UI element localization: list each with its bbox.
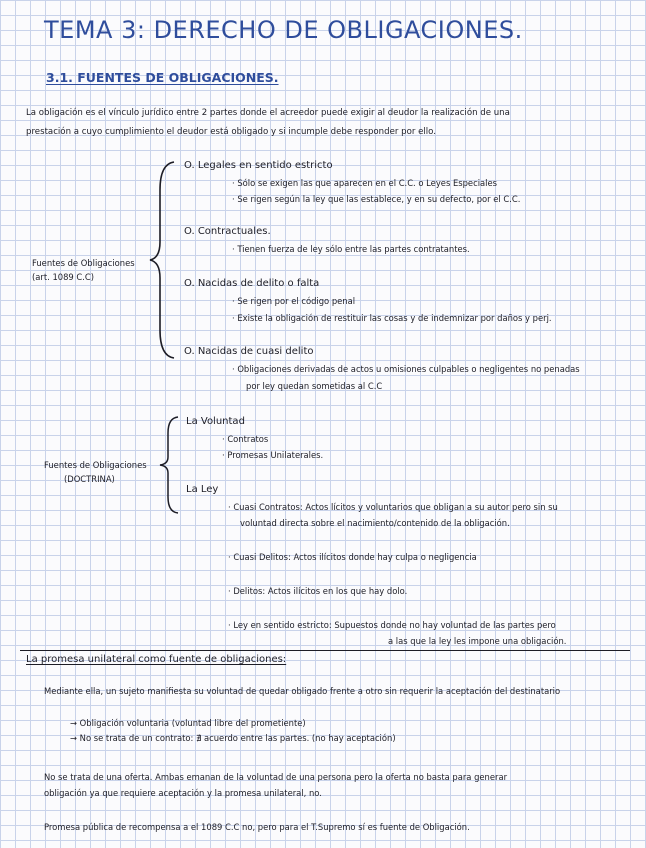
ley-item-3-line-1: · Delitos: Actos ilícitos en los que hay dolo. [228,586,408,596]
legal-item-3-detail-2: · Existe la obligación de restituir las cosas y de indemnizar por daños y perj. [232,313,552,323]
promesa-paragraph-1: Mediante ella, un sujeto manifiesta su voluntad de quedar obligado frente a otro sin requerir la aceptación del destinatario [44,686,561,696]
intro-line-1: La obligación es el vínculo jurídico entre 2 partes donde el acreedor puede exigir al deudor la realización de una [26,108,510,118]
legal-item-1-heading: O. Legales en sentido estricto [184,160,333,171]
promesa-paragraph-3: Promesa pública de recompensa a el 1089 C.C no, pero para el T.Supremo sí es fuente de Obligación. [44,822,470,832]
voluntad-item-2: · Promesas Unilaterales. [222,450,324,460]
legal-item-3-detail-1: · Se rigen por el código penal [232,296,356,306]
doctrine-group-label-1: Fuentes de Obligaciones [44,460,147,470]
legal-item-1-detail-2: · Se rigen según la ley que las establece, y en su defecto, por el C.C. [232,194,521,204]
ley-item-4-line-2: a las que la ley les impone una obligación. [388,636,567,646]
legal-item-2-heading: O. Contractuales. [184,226,271,237]
doctrine-group-label-2: (DOCTRINA) [64,474,115,484]
ley-item-2-line-1: · Cuasi Delitos: Actos ilícitos donde hay culpa o negligencia [228,552,477,562]
promesa-paragraph-2-line-2: obligación ya que requiere aceptación y la promesa unilateral, no. [44,788,322,798]
promesa-heading: La promesa unilateral como fuente de obligaciones: [26,654,287,665]
legal-item-1-detail-1: · Sólo se exigen las que aparecen en el C.C. o Leyes Especiales [232,178,497,188]
section-divider [20,650,630,651]
legal-item-4-detail-1: · Obligaciones derivadas de actos u omisiones culpables o negligentes no penadas [232,364,580,374]
legal-group-brace [148,160,178,360]
intro-line-2: prestación a cuyo cumplimiento el deudor está obligado y si incumple debe responder por ello. [26,127,436,137]
ley-item-4-line-1: · Ley en sentido estricto: Supuestos donde no hay voluntad de las partes pero [228,620,556,630]
legal-group-label-1: Fuentes de Obligaciones [32,258,135,268]
legal-group-label-2: (art. 1089 C.C) [32,272,95,282]
promesa-arrow-1: → Obligación voluntaria (voluntad libre del prometiente) [70,718,306,728]
voluntad-heading: La Voluntad [186,416,245,427]
promesa-arrow-2: → No se trata de un contrato: ∄ acuerdo entre las partes. (no hay aceptación) [70,733,396,743]
voluntad-item-1: · Contratos [222,434,269,444]
ley-heading: La Ley [186,484,219,495]
section-title: 3.1. FUENTES DE OBLIGACIONES. [46,70,279,85]
promesa-paragraph-2-line-1: No se trata de una oferta. Ambas emanan de la voluntad de una persona pero la oferta no basta para generar [44,772,508,782]
ley-item-1-line-1: · Cuasi Contratos: Actos lícitos y voluntarios que obligan a su autor pero sin su [228,502,558,512]
page-title: TEMA 3: DERECHO DE OBLIGACIONES. [44,16,523,44]
legal-item-4-detail-2: por ley quedan sometidas al C.C [246,381,383,391]
ley-item-1-line-2: voluntad directa sobre el nacimiento/contenido de la obligación. [240,518,510,528]
legal-item-3-heading: O. Nacidas de delito o falta [184,278,320,289]
doctrine-group-brace [158,415,180,515]
legal-item-2-detail-1: · Tienen fuerza de ley sólo entre las partes contratantes. [232,244,470,254]
legal-item-4-heading: O. Nacidas de cuasi delito [184,346,314,357]
